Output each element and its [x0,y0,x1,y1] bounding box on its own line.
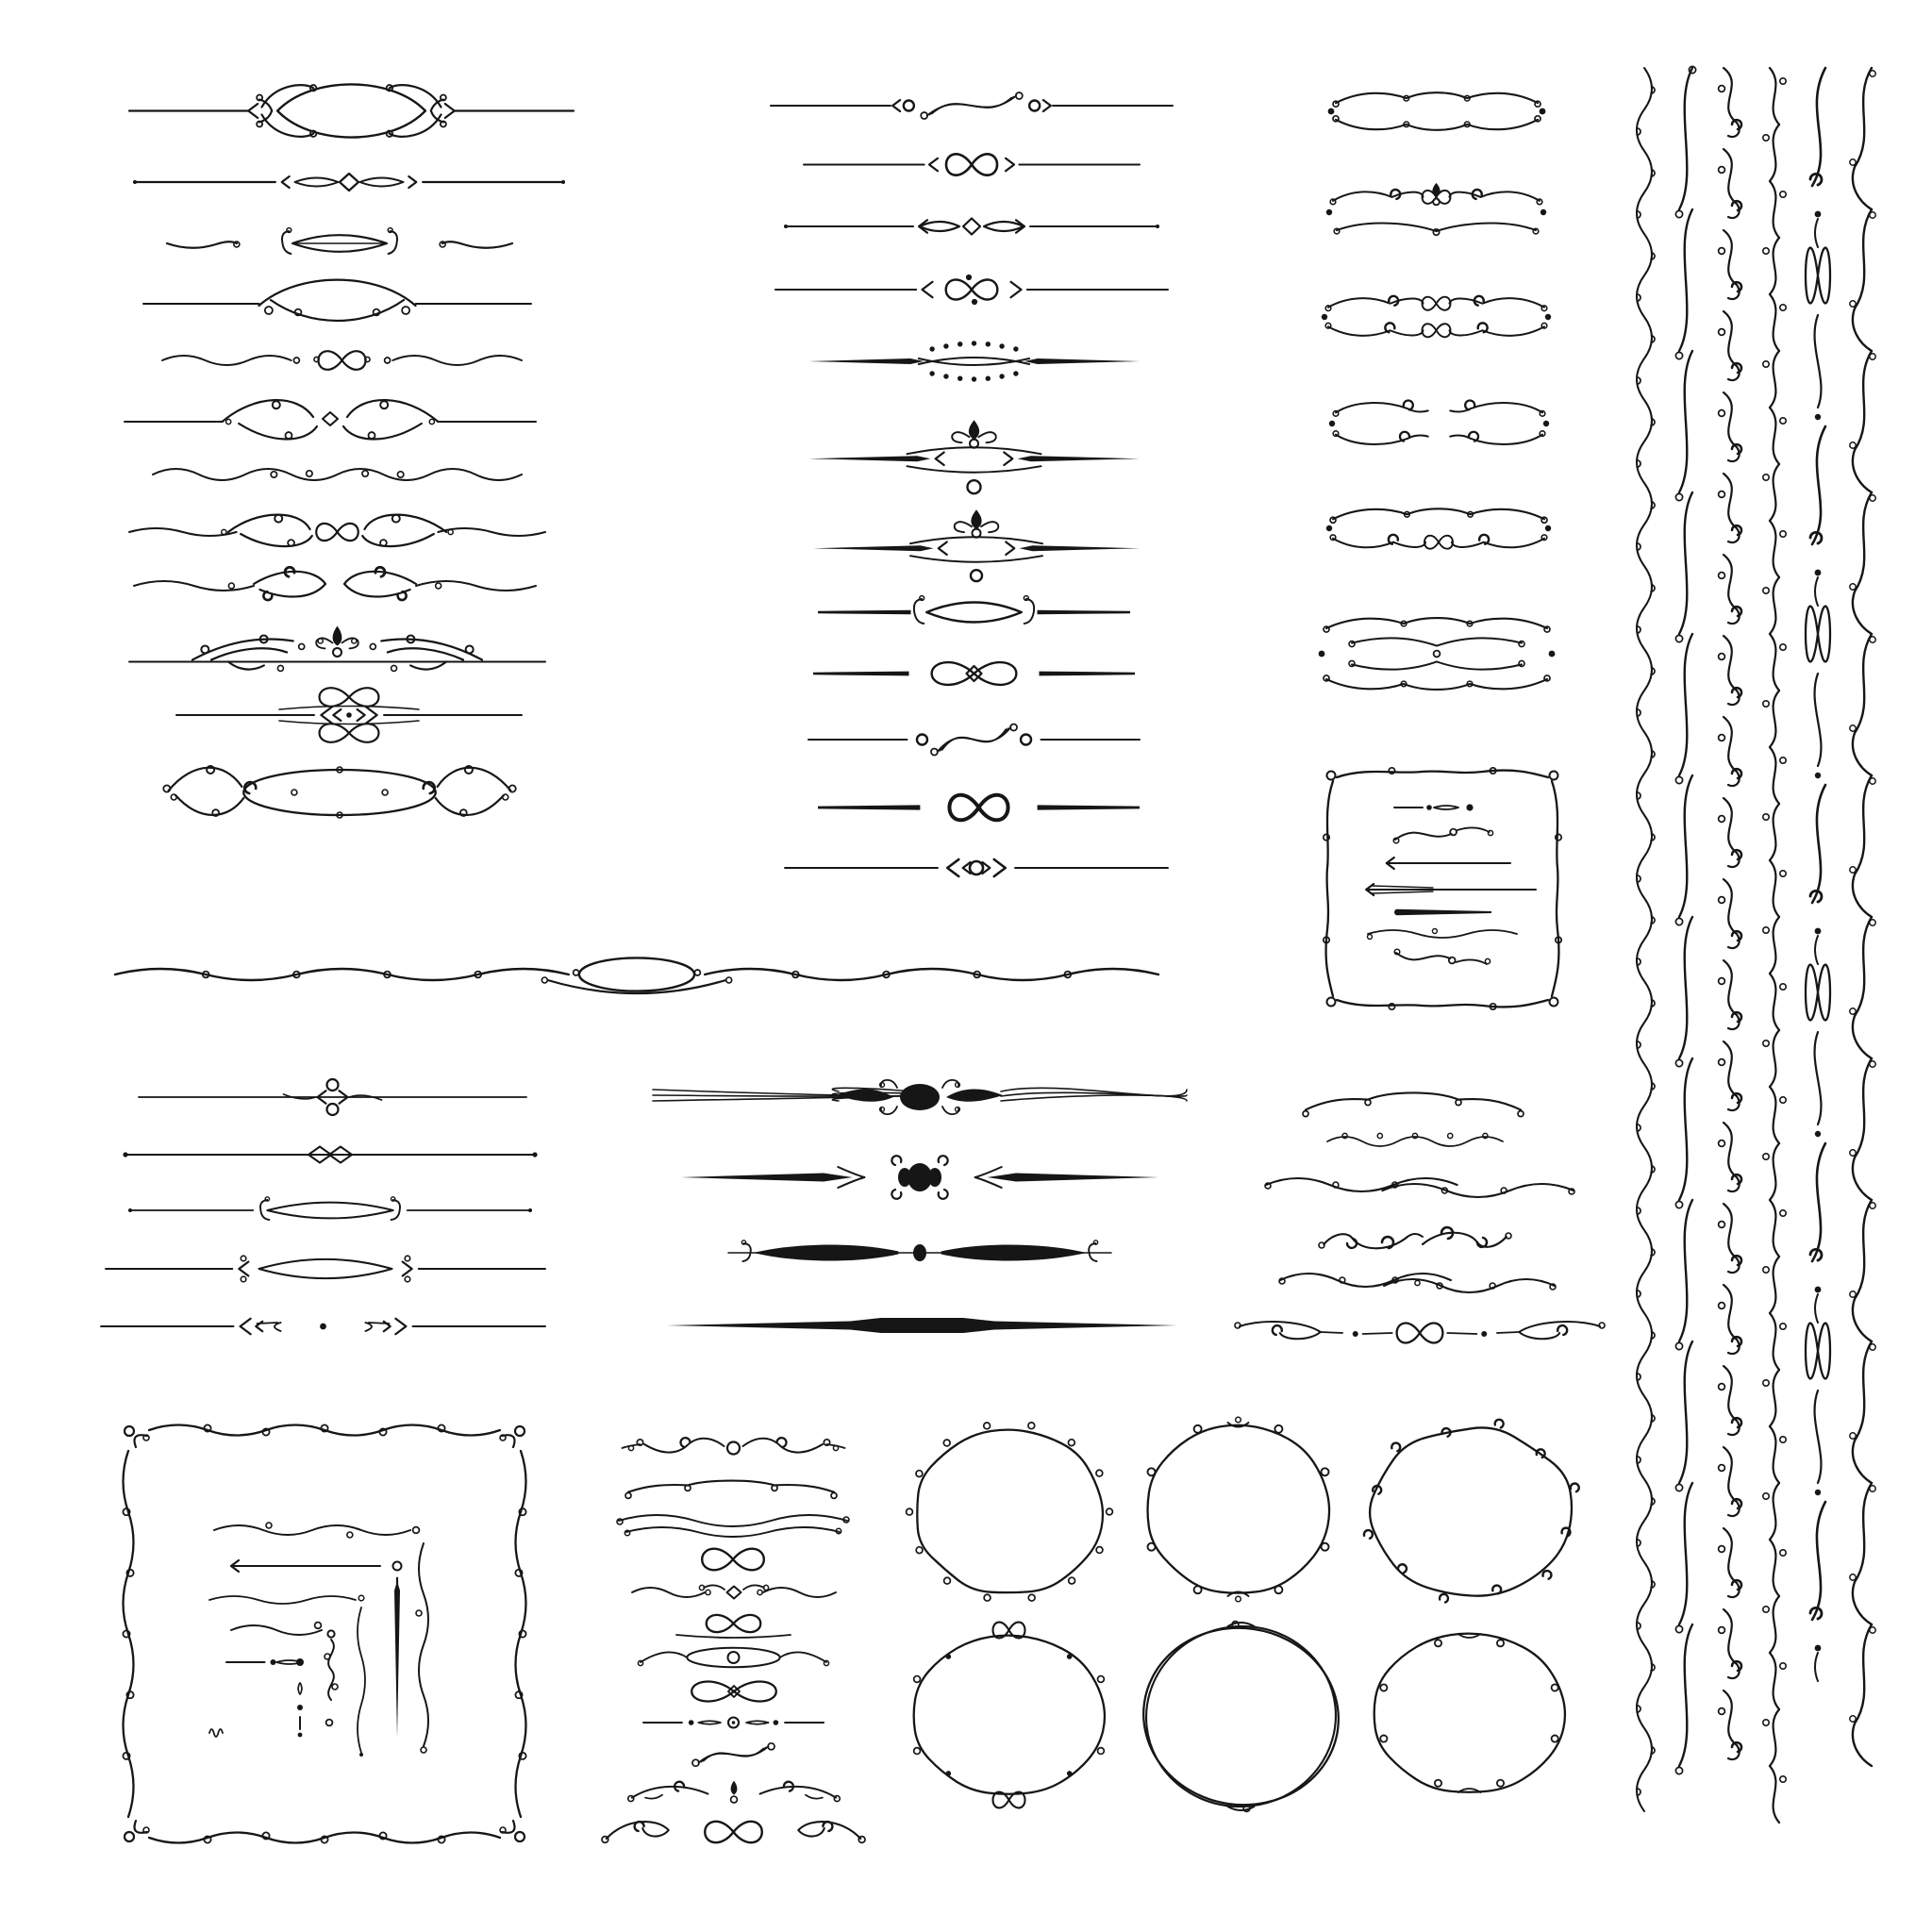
divider-scroll-infinity [127,509,547,555]
divider-wave-scrolls [132,564,538,608]
divider-infinity-dots-arrows [774,266,1170,313]
vertical-border-knot-dot [1800,64,1836,1847]
frame-inner-arrow-line [1373,856,1512,871]
square-scroll-frame [111,1413,538,1855]
vertical-border-hook-wave [1622,64,1657,1847]
small-divider-double-scrolls [615,1507,851,1545]
divider-infinity-arrows [802,143,1141,186]
divider-tulip-crown-1 [807,415,1141,494]
divider-diamond-ovals-arrows [132,163,566,201]
divider-bold-taper-bar [665,1305,1179,1346]
vertical-border-curly-vine [1712,64,1748,1847]
divider-bold-infinity [816,785,1141,830]
frame-inner-taper-line [1391,907,1493,918]
small-divider-scroll-diamond [630,1577,838,1607]
frame-inner-swash-curl [1393,817,1493,847]
divider-lens-brackets [816,589,1132,636]
small-divider-swash [689,1740,778,1769]
cartouche-double-scrolls [1319,600,1555,708]
small-divider-scroll-circle [627,1429,840,1467]
cartouche-tulip-swash [1325,179,1547,245]
divider-loop-swash [142,282,533,325]
divider-double-diamond-line [123,1138,538,1172]
corner-ornament-wave [214,1521,433,1752]
divider-bold-teardrops [726,1226,1113,1279]
divider-circle-swash-arrows [769,86,1174,125]
small-divider-dash-dot-circle [641,1715,825,1730]
divider-oval-cartouche-arrows [127,71,575,151]
round-frame-infinity-knots [898,1621,1120,1809]
round-frame-double-swash [1130,1615,1352,1818]
round-frame-outer-loops [901,1415,1118,1608]
frame-inner-wave-loops [1366,924,1519,943]
divider-filled-oval-streamers [651,1064,1189,1130]
round-frame-inner-loops [1358,1619,1580,1807]
cartouche-arc-scroll [1325,498,1552,558]
frame-inner-swash-curl-2 [1394,946,1491,974]
divider-curly-lens [165,223,514,264]
small-divider-infinity-diamond [668,1677,800,1706]
small-divider-arc-loops [623,1472,840,1502]
small-divider-infinity [695,1547,771,1572]
divider-scroll-infinity-dots [1236,1311,1604,1355]
corner-ornament-dashdot [226,1651,311,1740]
divider-wave-loops [151,457,524,492]
frame-inner-arrow-line-long [1347,881,1538,898]
divider-tulip-crown-2 [811,505,1141,584]
divider-wave-train [1325,1128,1505,1155]
divider-arrows-dot [99,1307,547,1345]
divider-lens-curls [127,1191,533,1230]
vertical-border-gentle-swash [1845,64,1881,1847]
divider-double-wave-loops [1264,1168,1575,1208]
small-divider-tulip-scroll [625,1775,842,1809]
divider-circle-swash-plain [807,715,1141,764]
divider-oval-scroll-cartouche [165,755,514,830]
frame-inner-dash-dot-lens [1394,800,1489,815]
divider-arrows-circle [783,848,1170,888]
divider-scroll-flourish [1311,1221,1519,1260]
divider-crown-flourish [127,615,547,683]
divider-arrow-emblem [175,677,524,753]
divider-arc-loops [1300,1083,1526,1121]
round-frame-corner-curls [1132,1410,1344,1608]
divider-bold-spear-cluster [679,1146,1160,1208]
small-divider-oval-cartouche [637,1643,830,1672]
cartouche-scroll-infinity [1321,288,1552,346]
small-divider-grand-scroll [604,1813,863,1851]
divider-double-wave-loops-2 [1278,1264,1557,1302]
divider-lens-arrows [104,1247,547,1291]
divider-long-wave-cartouche [113,939,1160,1014]
vertical-border-loop-wave [1757,64,1792,1847]
divider-infinity-wave [160,341,524,379]
corner-ornament-arrow [231,1555,410,1741]
divider-ovals-diamond-arrows [783,205,1160,248]
vertical-border-bow-rings [1668,64,1704,1847]
divider-scroll-diamond [123,396,538,447]
round-frame-curly-chain [1356,1413,1587,1611]
corner-ornament-scroll [231,1619,342,1734]
corner-ornament-thinwave [209,1587,375,1757]
cartouche-split-scrolls [1328,391,1550,456]
divider-infinity-diamond [811,652,1137,695]
divider-dotted-arcs [807,337,1141,386]
small-divider-infinity-wave [675,1613,792,1640]
wavy-square-frame [1316,760,1569,1017]
divider-circles-arrow-line [137,1075,528,1119]
cartouche-double-arc-dots [1328,83,1545,140]
